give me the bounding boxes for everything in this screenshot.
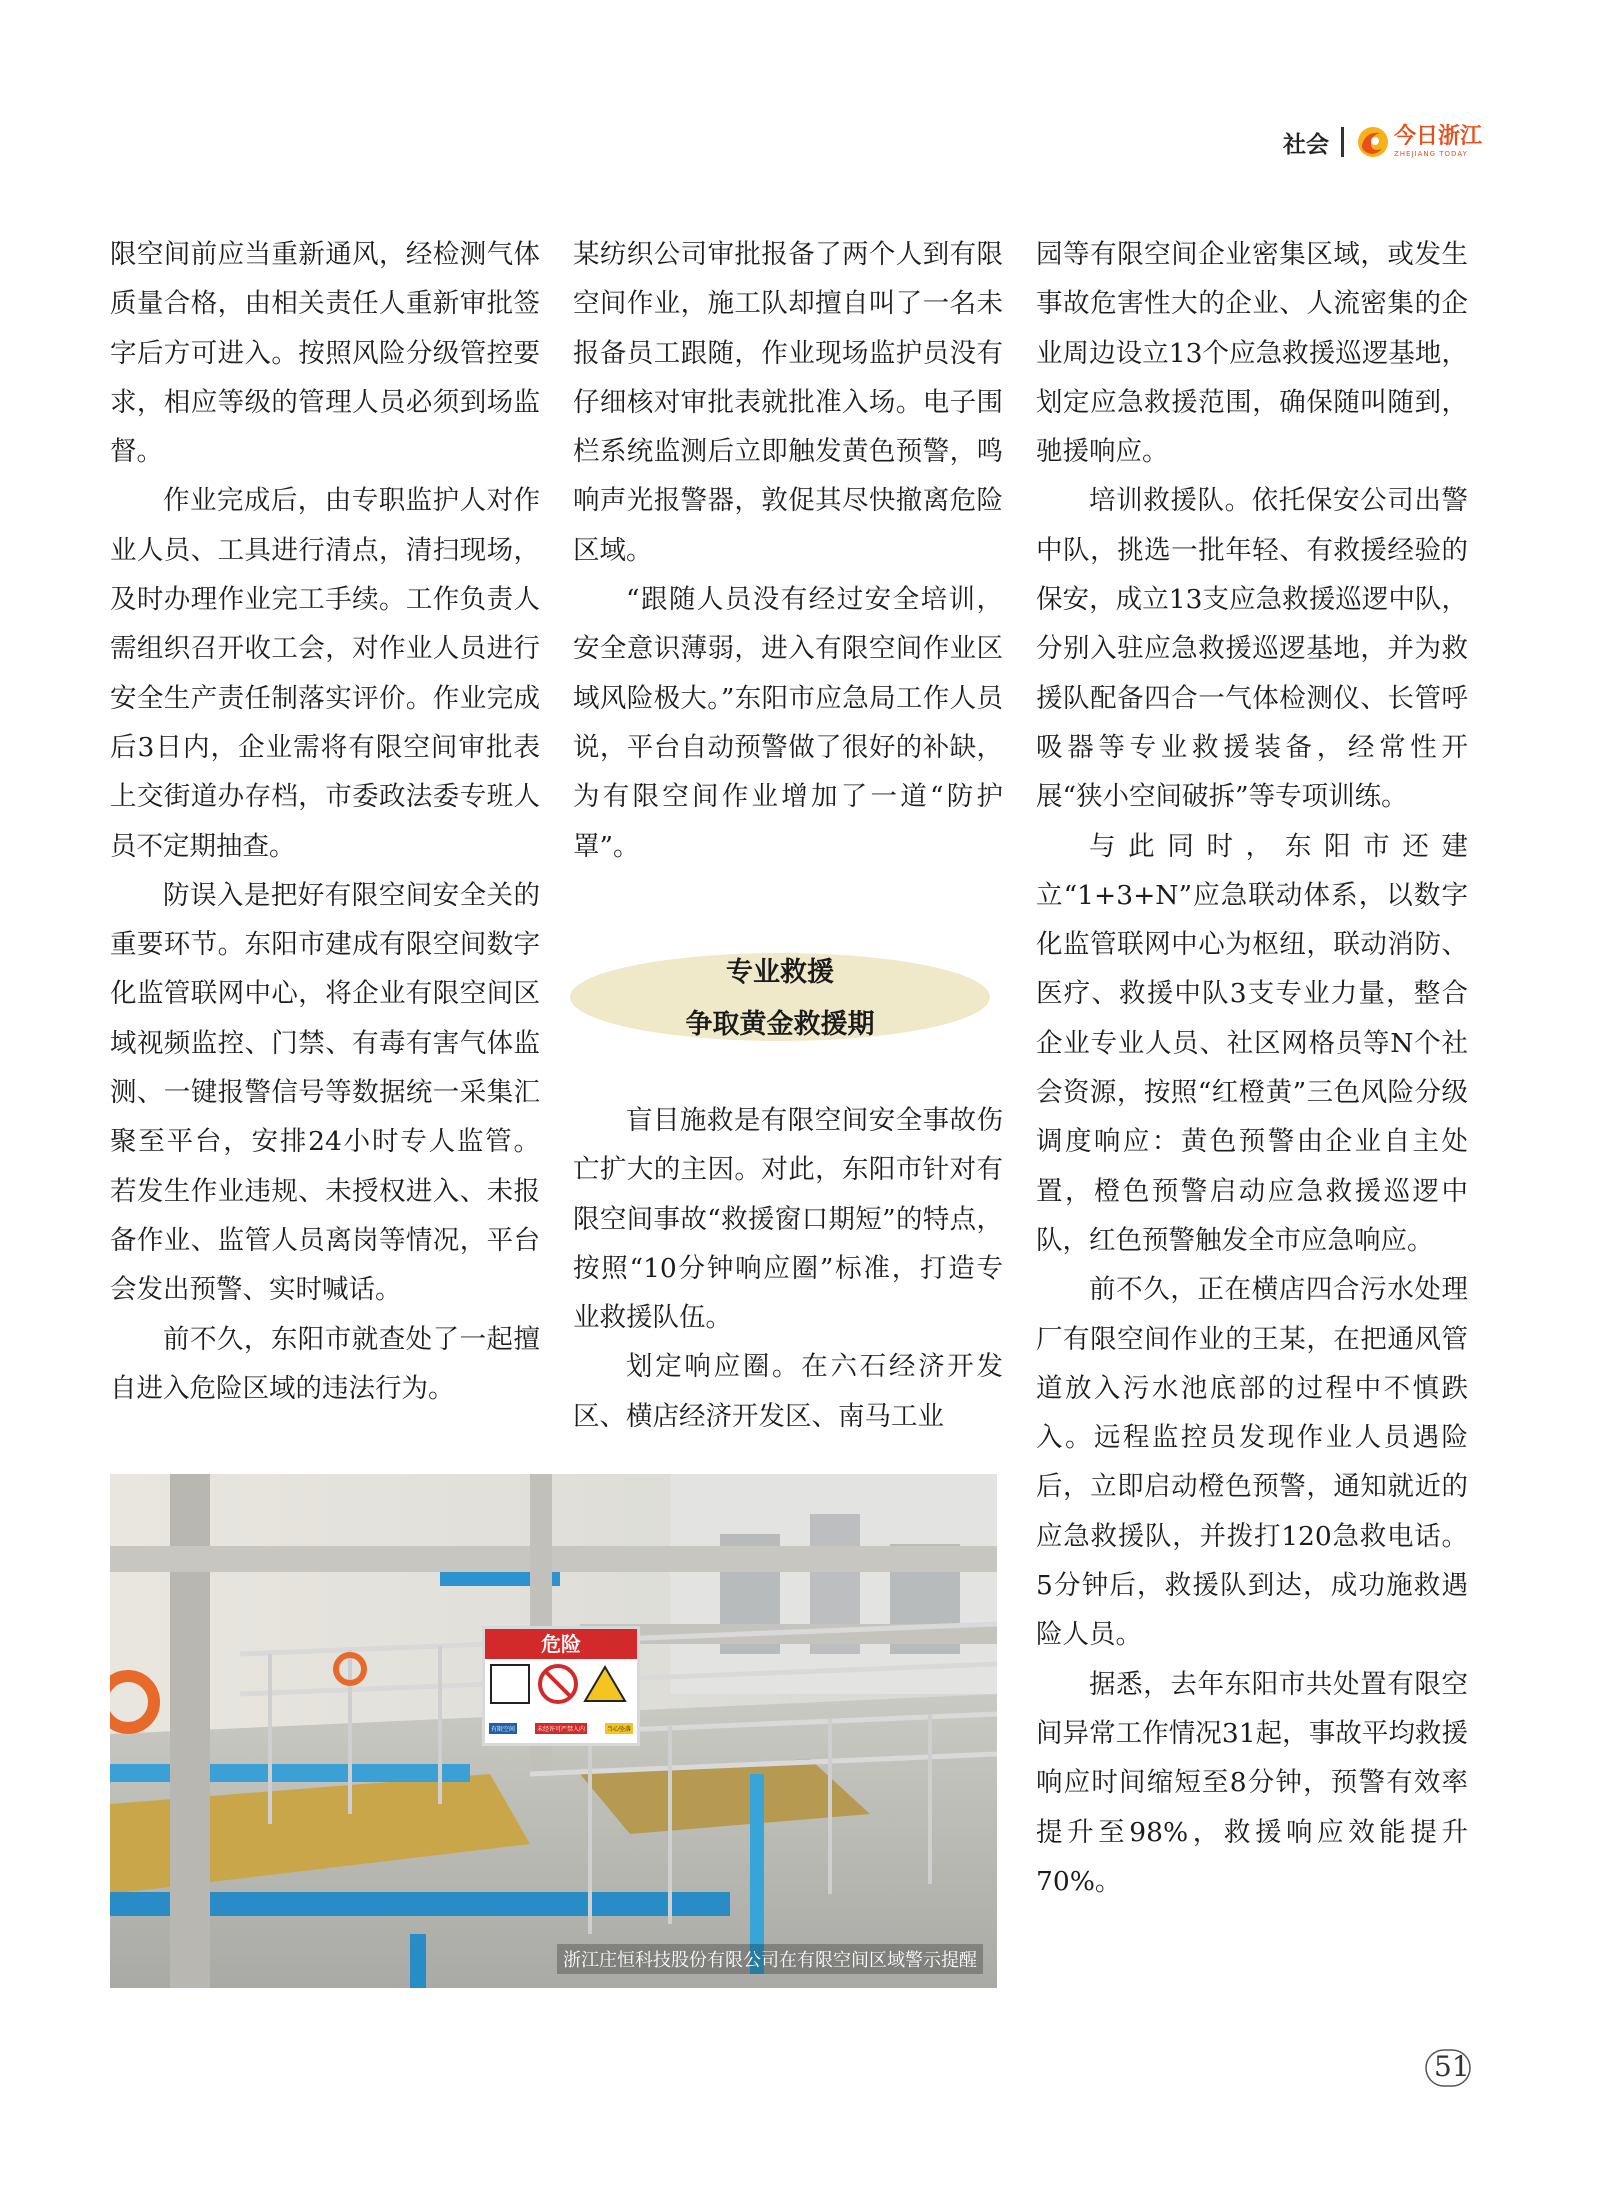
paragraph: 园等有限空间企业密集区域，或发生事故危害性大的企业、人流密集的企业周边设立13个应急救援巡逻基地，划定应急救援范围，确保随叫随到，驰援响应。 (1036, 239, 1468, 468)
logo-text: 今日浙江 (1393, 124, 1482, 149)
paragraph: 划定响应圈。在六石经济开发区、横店经济开发区、南马工业 (573, 1351, 1003, 1432)
sign-label: 有限空间 (489, 1723, 517, 1734)
column-2-continued (573, 1096, 1003, 1441)
paragraph: 防误入是把好有限空间安全关的重要环节。东阳市建成有限空间数字化监管联网中心，将企业有限空间区域视频监控、门禁、有毒有害气体监测、一键报警信号等数据统一采集汇聚至平台，安排24小时专人监管。若发生作业违规、未授权进入、未报备作业、监管人员离岗等情况，平台会发出预警、实时喊话。 (110, 879, 540, 1306)
photo-caption: 浙江庄恒科技股份有限公司在有限空间区域警示提醒 (557, 1944, 983, 1974)
column-3 (1036, 230, 1468, 1906)
page-header (1283, 118, 1482, 166)
logo-swirl-icon (1356, 125, 1390, 159)
article-photo (110, 1474, 997, 1988)
paragraph: “跟随人员没有经过安全培训，安全意识薄弱，进入有限空间作业区域风险极大。”东阳市应急局工作人员说，平台自动预警做了很好的补缺，为有限空间作业增加了一道“防护罩”。 (573, 584, 1003, 862)
warning-sign-title: 危险 (485, 1629, 637, 1659)
column-1 (110, 230, 540, 1413)
paragraph: 某纺织公司审批报备了两个人到有限空间作业，施工队却擅自叫了一名未报备员工跟随，作业现场监护员没有仔细核对审批表就批准入场。电子围栏系统监测后立即触发黄色预警，鸣响声光报警器，敦促其尽快撤离危险区域。 (573, 239, 1003, 566)
header-divider (1341, 127, 1344, 157)
logo-subtext: ZHEJIANG TODAY (1393, 150, 1468, 158)
magazine-logo (1356, 125, 1482, 159)
sign-label: 未经许可严禁入内 (535, 1723, 587, 1734)
paragraph: 据悉，去年东阳市共处置有限空间异常工作情况31起，事故平均救援响应时间缩短至8分钟，预警有效率提升至98%，救援响应效能提升70%。 (1036, 1668, 1468, 1897)
section-label: 社会 (1282, 131, 1329, 158)
paragraph: 作业完成后，由专职监护人对作业人员、工具进行清点，清扫现场，及时办理作业完工手续。工作负责人需组织召开收工会，对作业人员进行安全生产责任制落实评价。作业完成后3日内，企业需将有限空间审批表上交街道办存档，市委政法委专班人员不定期抽查。 (110, 485, 540, 862)
page-number-text: 51 (1434, 2050, 1470, 2083)
paragraph: 限空间前应当重新通风，经检测气体质量合格，由相关责任人重新审批签字后方可进入。按照风险分级管控要求，相应等级的管理人员必须到场监督。 (110, 239, 540, 468)
page-number (1428, 2050, 1470, 2083)
danger-warning-sign (482, 1626, 640, 1746)
subheading-line-2: 争取黄金救援期 (685, 1009, 875, 1040)
warning-symbols-icon (485, 1659, 631, 1719)
paragraph: 与此同时，东阳市还建立“1+3+N”应急联动体系，以数字化监管联网中心为枢纽，联动消防、医疗、救援中队3支专业力量，整合企业专业人员、社区网格员等N个社会资源，按照“红橙黄”三色风险分级调度响应：黄色预警由企业自主处置，橙色预警启动应急救援巡逻中队，红色预警触发全市应急响应。 (1036, 830, 1468, 1256)
section-subheading (570, 936, 990, 1058)
column-2 (573, 230, 1003, 871)
paragraph: 前不久，正在横店四合污水处理厂有限空间作业的王某，在把通风管道放入污水池底部的过程中不慎跌入。远程监控员发现作业人员遇险后，立即启动橙色预警，通知就近的应急救援队，并拨打120急救电话。5分钟后，救援队到达，成功施救遇险人员。 (1036, 1274, 1468, 1651)
paragraph: 前不久，东阳市就查处了一起擅自进入危险区域的违法行为。 (110, 1323, 540, 1404)
paragraph: 盲目施救是有限空间安全事故伤亡扩大的主因。对此，东阳市针对有限空间事故“救援窗口期短”的特点，按照“10分钟响应圈”标准，打造专业救援队伍。 (573, 1105, 1003, 1334)
subheading-line-1: 专业救援 (726, 957, 834, 988)
paragraph: 培训救援队。依托保安公司出警中队，挑选一批年轻、有救援经验的保安，成立13支应急救援巡逻中队，分别入驻应急救援巡逻基地，并为救援队配备四合一气体检测仪、长管呼吸器等专业救援装备，经常性开展“狭小空间破拆”等专项训练。 (1036, 485, 1468, 813)
sign-label: 当心坠落 (605, 1723, 633, 1734)
